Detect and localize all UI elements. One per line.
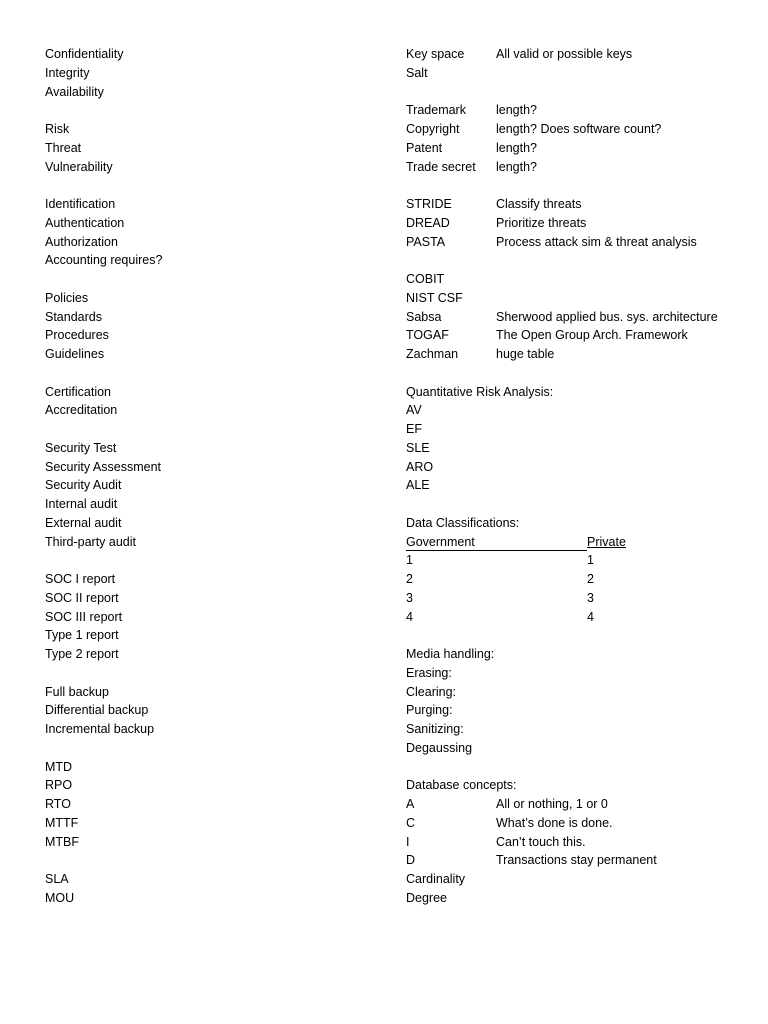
term-line: ALE bbox=[406, 478, 430, 493]
term-line: RPO bbox=[45, 778, 73, 793]
term-line: MOU bbox=[45, 890, 75, 905]
definition: All valid or possible keys bbox=[496, 47, 633, 61]
term-row bbox=[406, 889, 756, 908]
definition: Transactions stay permanent bbox=[496, 853, 657, 868]
term-line: SOC I report bbox=[45, 572, 116, 586]
classification-header bbox=[406, 533, 756, 552]
term-line: Authorization bbox=[45, 234, 118, 249]
term: TOGAF bbox=[406, 328, 449, 343]
term-line: Identification bbox=[45, 197, 116, 211]
term-row bbox=[406, 101, 756, 120]
blank-line bbox=[406, 495, 756, 514]
term: Zachman bbox=[406, 347, 459, 361]
private-level: 2 bbox=[587, 572, 594, 586]
government-level: 1 bbox=[406, 553, 413, 568]
definition: What’s done is done. bbox=[496, 815, 613, 830]
term-line: Availability bbox=[45, 84, 104, 99]
term-row bbox=[406, 45, 756, 64]
term-row bbox=[406, 120, 756, 139]
term-line: Third-party audit bbox=[45, 534, 137, 549]
definition: length? bbox=[496, 103, 538, 118]
classification-row bbox=[406, 608, 756, 627]
term: Degree bbox=[406, 890, 447, 905]
term-line: MTD bbox=[45, 759, 73, 774]
blank-line bbox=[406, 626, 756, 645]
definition: Sherwood applied bus. sys. architecture bbox=[496, 309, 718, 324]
term-line: Guidelines bbox=[45, 347, 105, 361]
term: PASTA bbox=[406, 234, 446, 249]
blank-line bbox=[406, 364, 756, 383]
term-line: Vulnerability bbox=[45, 159, 113, 174]
government-level: 4 bbox=[406, 609, 413, 624]
term: DREAD bbox=[406, 215, 450, 230]
government-header: Government bbox=[406, 535, 587, 551]
private-level: 4 bbox=[587, 609, 594, 624]
definition: Classify threats bbox=[496, 197, 582, 211]
government-level: 3 bbox=[406, 590, 413, 605]
blank-line bbox=[406, 758, 756, 777]
term-line: Authentication bbox=[45, 215, 125, 230]
term-line: MTBF bbox=[45, 834, 80, 849]
blank-line bbox=[45, 101, 375, 120]
term: Salt bbox=[406, 65, 428, 80]
term-line: Accreditation bbox=[45, 403, 118, 418]
right-column bbox=[406, 45, 756, 908]
blank-line bbox=[45, 364, 375, 383]
term-line: Certification bbox=[45, 384, 111, 399]
term-row bbox=[406, 270, 756, 289]
term-line: Internal audit bbox=[45, 497, 118, 511]
definition: length? Does software count? bbox=[496, 122, 662, 136]
blank-line bbox=[406, 83, 756, 102]
blank-line bbox=[406, 176, 756, 195]
term-line: Degaussing bbox=[406, 740, 473, 755]
term-line: Incremental backup bbox=[45, 722, 155, 736]
term-row bbox=[406, 64, 756, 83]
definition: Process attack sim & threat analysis bbox=[496, 234, 697, 249]
term-line: MTTF bbox=[45, 815, 79, 830]
government-level: 2 bbox=[406, 572, 413, 586]
term: Trade secret bbox=[406, 159, 476, 174]
term-row bbox=[406, 814, 756, 833]
definition: Can’t touch this. bbox=[496, 834, 586, 849]
definition: length? bbox=[496, 159, 538, 174]
classification-row bbox=[406, 570, 756, 589]
term: Key space bbox=[406, 47, 465, 61]
term: Cardinality bbox=[406, 872, 466, 886]
term-row bbox=[406, 833, 756, 852]
section-title: Quantitative Risk Analysis: bbox=[406, 384, 554, 399]
term-line: Purging: bbox=[406, 703, 453, 718]
term-line: Type 2 report bbox=[45, 647, 119, 661]
term-line: Threat bbox=[45, 140, 82, 155]
term-line: Type 1 report bbox=[45, 628, 119, 643]
term: Patent bbox=[406, 140, 443, 155]
term-line: Risk bbox=[45, 122, 70, 136]
blank-line bbox=[45, 851, 375, 870]
section-title: Media handling: bbox=[406, 647, 495, 661]
private-level: 1 bbox=[587, 553, 594, 568]
definition: Prioritize threats bbox=[496, 215, 587, 230]
term-line: Full backup bbox=[45, 684, 109, 699]
blank-line bbox=[406, 251, 756, 270]
private-header: Private bbox=[587, 534, 626, 549]
term-line: Standards bbox=[45, 309, 102, 324]
term-line: SOC III report bbox=[45, 609, 123, 624]
blank-line bbox=[45, 176, 375, 195]
term: A bbox=[406, 797, 415, 811]
term: Sabsa bbox=[406, 309, 442, 324]
term-line: External audit bbox=[45, 515, 122, 530]
term-line: EF bbox=[406, 422, 422, 436]
term: Trademark bbox=[406, 103, 466, 118]
term-line: Procedures bbox=[45, 328, 109, 343]
term-row bbox=[406, 158, 756, 177]
blank-line bbox=[45, 551, 375, 570]
term-line: Policies bbox=[45, 290, 89, 305]
definition: huge table bbox=[496, 347, 555, 361]
term-line: SOC II report bbox=[45, 590, 119, 605]
term-row bbox=[406, 139, 756, 158]
term: C bbox=[406, 815, 416, 830]
term: COBIT bbox=[406, 272, 445, 286]
term-row bbox=[406, 233, 756, 252]
section-title: Data Classifications: bbox=[406, 515, 520, 530]
blank-line bbox=[45, 739, 375, 758]
term-row bbox=[406, 851, 756, 870]
term: NIST CSF bbox=[406, 290, 463, 305]
term: Copyright bbox=[406, 122, 460, 136]
definition: The Open Group Arch. Framework bbox=[496, 328, 688, 343]
term-line: AV bbox=[406, 403, 422, 418]
classification-row bbox=[406, 589, 756, 608]
term-row bbox=[406, 326, 756, 345]
term-line: Security Assessment bbox=[45, 459, 162, 474]
term: D bbox=[406, 853, 416, 868]
term-line: SLA bbox=[45, 872, 69, 886]
definition: length? bbox=[496, 140, 538, 155]
term-row bbox=[406, 214, 756, 233]
term-line: RTO bbox=[45, 797, 71, 811]
classification-row bbox=[406, 551, 756, 570]
definition: All or nothing, 1 or 0 bbox=[496, 797, 608, 811]
term-row bbox=[406, 289, 756, 308]
left-column bbox=[45, 45, 375, 908]
blank-line bbox=[45, 420, 375, 439]
term-line: Integrity bbox=[45, 65, 90, 80]
term-line: Sanitizing: bbox=[406, 722, 464, 736]
term-line: Accounting requires? bbox=[45, 253, 163, 268]
term-line: Clearing: bbox=[406, 684, 457, 699]
term-line: SLE bbox=[406, 440, 430, 455]
blank-line bbox=[45, 270, 375, 289]
section-title: Database concepts: bbox=[406, 778, 517, 793]
term-line: Security Test bbox=[45, 440, 117, 455]
term-row bbox=[406, 195, 756, 214]
term-row bbox=[406, 795, 756, 814]
term: STRIDE bbox=[406, 197, 452, 211]
private-level: 3 bbox=[587, 590, 594, 605]
term-line: Erasing: bbox=[406, 665, 452, 680]
term-line: ARO bbox=[406, 459, 434, 474]
term-line: Differential backup bbox=[45, 703, 149, 718]
term-row bbox=[406, 345, 756, 364]
term-line: Security Audit bbox=[45, 478, 122, 493]
term: I bbox=[406, 834, 410, 849]
term-row bbox=[406, 308, 756, 327]
term-row bbox=[406, 870, 756, 889]
term-line: Confidentiality bbox=[45, 47, 124, 61]
blank-line bbox=[45, 664, 375, 683]
